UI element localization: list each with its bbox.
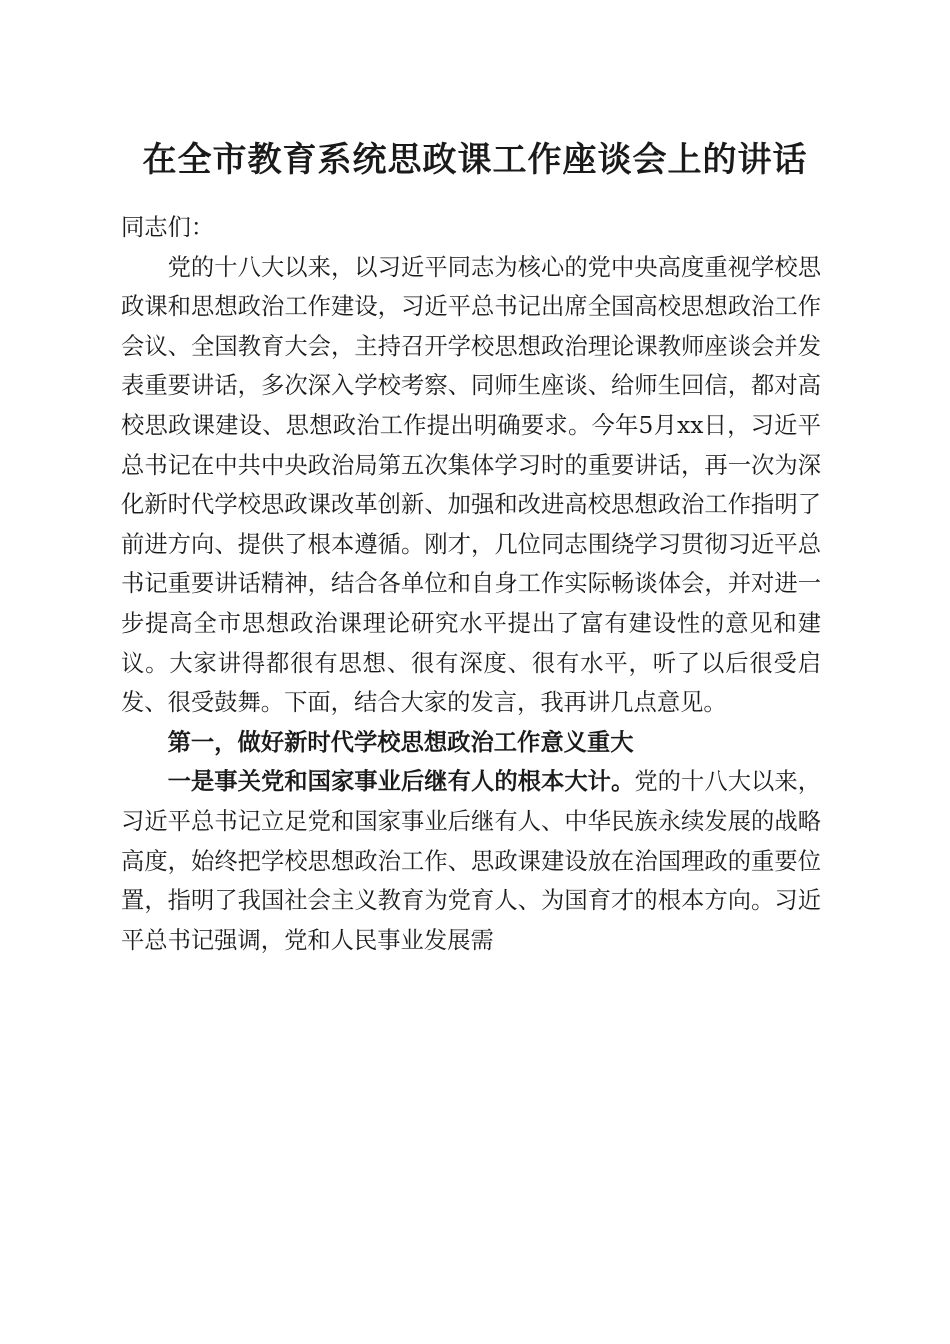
document-body xyxy=(121,208,821,960)
paragraph-intro: 党的十八大以来，以习近平同志为核心的党中央高度重视学校思政课和思想政治工作建设，习近平总书记出席全国高校思想政治工作会议、全国教育大会，主持召开学校思想政治理论课教师座谈会并发表重要讲话，多次深入学校考察、同师生座谈、给师生回信，都对高校思政课建设、思想政治工作提出明确要求。今年5月xx日，习近平总书记在中共中央政治局第五次集体学习时的重要讲话，再一次为深化新时代学校思政课改革创新、加强和改进高校思想政治工作指明了前进方向、提供了根本遵循。刚才，几位同志围绕学习贯彻习近平总书记重要讲话精神，结合各单位和自身工作实际畅谈体会，并对进一步提高全市思想政治课理论研究水平提出了富有建设性的意见和建议。大家讲得都很有思想、很有深度、很有水平，听了以后很受启发、很受鼓舞。下面，结合大家的发言，我再讲几点意见。 xyxy=(121,253,821,717)
section-1-body-text: 党的十八大以来，习近平总书记立足党和国家事业后继有人、中华民族永续发展的战略高度，始终把学校思想政治工作、思政课建设放在治国理政的重要位置，指明了我国社会主义教育为党育人、为国育才的根本方向。习近平总书记强调，党和人民事业发展需 xyxy=(121,768,822,954)
salutation: 同志们： xyxy=(121,214,215,241)
section-heading-1: 第一，做好新时代学校思想政治工作意义重大 xyxy=(167,728,634,756)
paragraph-section-1 xyxy=(121,762,821,960)
document-title: 在全市教育系统思政课工作座谈会上的讲话 xyxy=(142,140,808,180)
section-1-lead-sentence: 一是事关党和国家事业后继有人的根本大计。 xyxy=(167,768,635,796)
